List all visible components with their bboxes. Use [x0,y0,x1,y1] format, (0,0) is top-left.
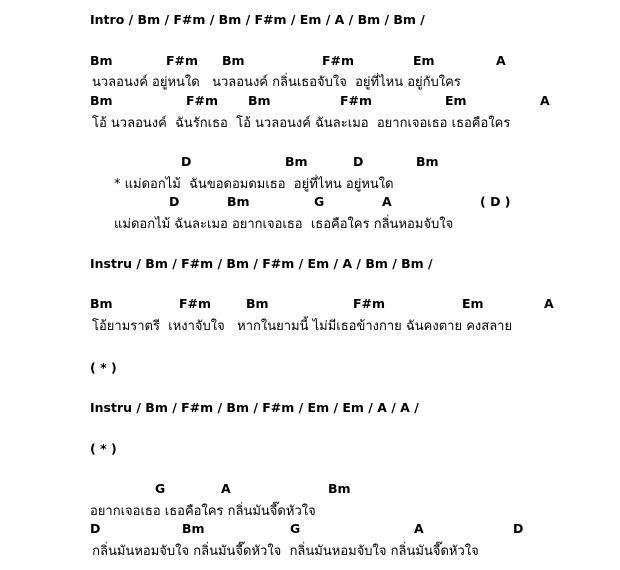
chord: Bm [246,296,269,311]
chord: G [290,521,301,536]
instru-line [90,256,433,271]
chord: Bm [182,521,205,536]
lyric-line: * แม่ดอกไม้ ฉันขอดอมดมเธอ อยู่ที่ไหน อยู่หนใด [114,177,394,192]
chord: A [382,194,392,209]
chord: G [314,194,325,209]
chord: F#m [179,296,212,311]
chord: F#m [166,53,199,68]
chord: Bm [90,93,113,108]
chord: Bm [227,194,250,209]
repeat-marker: ( * ) [90,441,117,456]
lyric-line: กลิ่นมันหอมจับใจ กลิ่นมันจี๊ดหัวใจ กลิ่นมันหอมจับใจ กลิ่นมันจี๊ดหัวใจ [88,544,479,559]
chord: Bm [328,481,351,496]
chord: D [513,521,524,536]
chord: F#m [186,93,219,108]
instru-label: Instru [90,400,133,415]
lyric-line: แม่ดอกไม้ ฉันละเมอ อยากเจอเธอ เธอคือใคร กลิ่นหอมจับใจ [114,217,454,232]
chord: F#m [353,296,386,311]
instru-progression: / Bm / F#m / Bm / F#m / Em / Em / A / A / [132,400,419,415]
chord: Bm [90,53,113,68]
chord: F#m [322,53,355,68]
chord: ( D ) [480,194,511,209]
chord: D [90,521,101,536]
chord: D [353,154,364,169]
instru-label: Instru [90,256,133,271]
repeat-marker: ( * ) [90,360,117,375]
chord: A [540,93,550,108]
chord: D [169,194,180,209]
chord: A [414,521,424,536]
instru-line [90,400,419,415]
lyric-line: อยากเจอเธอ เธอคือใคร กลิ่นมันจี๊ดหัวใจ [90,504,316,519]
chord: F#m [340,93,373,108]
chord: Em [445,93,467,108]
chord: Bm [222,53,245,68]
instru-progression: / Bm / F#m / Bm / F#m / Em / A / Bm / Bm / [132,256,433,271]
chord: G [155,481,166,496]
chord: Bm [90,296,113,311]
intro-progression: / Bm / F#m / Bm / F#m / Em / A / Bm / Bm / [124,12,425,27]
chord: D [181,154,192,169]
lyric-line: นวลอนงค์ อยู่หนใด นวลอนงค์ กลิ่นเธอจับใจ อยู่ที่ไหน อยู่กับใคร [92,75,461,90]
chord: Bm [248,93,271,108]
chord: Em [413,53,435,68]
chord: A [544,296,554,311]
chord: Bm [285,154,308,169]
chord: A [496,53,506,68]
chord: A [221,481,231,496]
intro-line [90,12,425,27]
chord: Em [462,296,484,311]
chord: Bm [416,154,439,169]
lyric-line: โอ้ยามราตรี เหงาจับใจ หากในยามนี้ ไม่มีเธอข้างกาย ฉันคงตาย คงสลาย [92,319,513,334]
intro-label: Intro [90,12,125,27]
lyric-line: โอ้ นวลอนงค์ ฉันรักเธอ โอ้ นวลอนงค์ ฉันละเมอ อยากเจอเธอ เธอคือใคร [92,116,511,131]
